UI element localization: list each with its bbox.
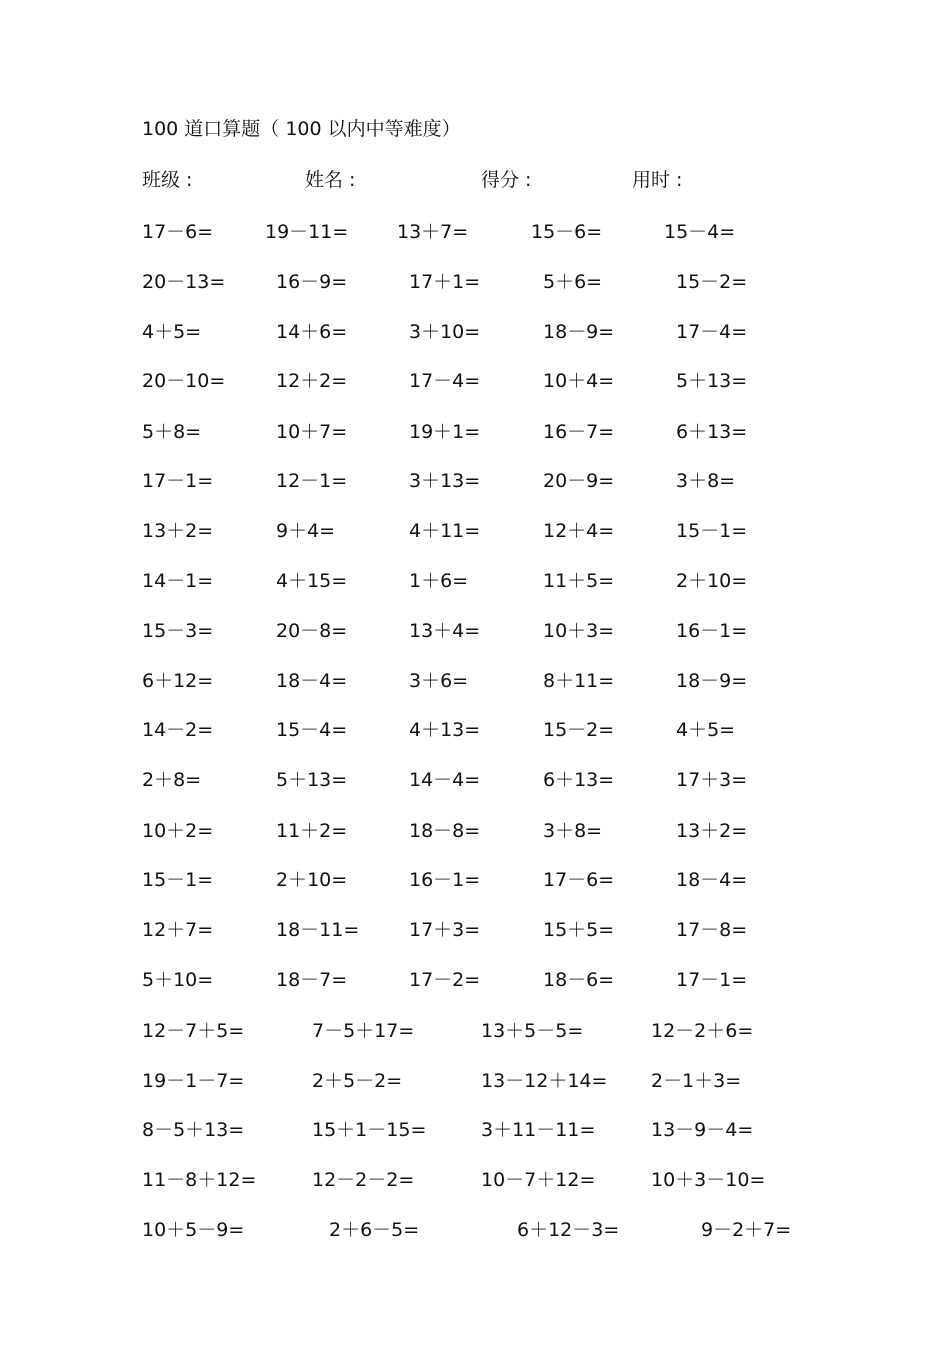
problem-row: [0, 366, 950, 394]
problem: 17＋1=: [409, 271, 481, 293]
problem: 18－4=: [676, 869, 748, 891]
problem: 19－1－7=: [142, 1070, 245, 1092]
score-label: 得分 :: [481, 169, 532, 191]
problem-row: [0, 865, 950, 893]
problem: 18－6=: [543, 969, 615, 991]
problem: 17－6=: [142, 221, 214, 243]
problem: 16－7=: [543, 421, 615, 443]
problem: 4＋15=: [276, 570, 348, 592]
problem: 13＋2=: [142, 520, 214, 542]
problem: 18－4=: [276, 670, 348, 692]
problem: 3＋13=: [409, 470, 481, 492]
problem: 4＋11=: [409, 520, 481, 542]
problem: 9＋4=: [276, 520, 336, 542]
problem: 5＋6=: [543, 271, 603, 293]
problem: 4＋5=: [142, 321, 202, 343]
problem: 16－1=: [409, 869, 481, 891]
problem: 12＋7=: [142, 919, 214, 941]
problem: 6＋12－3=: [517, 1219, 620, 1241]
problem-row: [0, 1115, 950, 1143]
problem: 14－2=: [142, 719, 214, 741]
problem: 17－4=: [409, 370, 481, 392]
problem: 15－1=: [142, 869, 214, 891]
problem: 17－6=: [543, 869, 615, 891]
problem: 18－11=: [276, 919, 360, 941]
problem: 6＋13=: [543, 769, 615, 791]
problem: 12＋2=: [276, 370, 348, 392]
problem: 10＋7=: [276, 421, 348, 443]
class-label: 班级 :: [142, 169, 193, 191]
problem-row: [0, 666, 950, 694]
problem: 17－1=: [676, 969, 748, 991]
problem: 9－2＋7=: [701, 1219, 792, 1241]
problem-row: [0, 1165, 950, 1193]
info-header: [0, 165, 950, 193]
problem-row: [0, 217, 950, 245]
problem: 2＋5－2=: [312, 1070, 403, 1092]
problem: 6＋13=: [676, 421, 748, 443]
problem: 8＋11=: [543, 670, 615, 692]
problem: 3＋8=: [543, 820, 603, 842]
problem: 17－1=: [142, 470, 214, 492]
problem: 16－9=: [276, 271, 348, 293]
problem: 17－8=: [676, 919, 748, 941]
problem: 15－3=: [142, 620, 214, 642]
problem: 20－8=: [276, 620, 348, 642]
problem: 8－5＋13=: [142, 1119, 245, 1141]
problem-row: [0, 417, 950, 445]
problem: 6＋12=: [142, 670, 214, 692]
problem: 15－4=: [664, 221, 736, 243]
problem: 5＋10=: [142, 969, 214, 991]
problem: 3＋11－11=: [481, 1119, 596, 1141]
problem: 2＋6－5=: [329, 1219, 420, 1241]
problem: 12－2＋6=: [651, 1020, 754, 1042]
problem: 18－8=: [409, 820, 481, 842]
problem: 15－2=: [543, 719, 615, 741]
problem: 13－12＋14=: [481, 1070, 608, 1092]
problem: 16－1=: [676, 620, 748, 642]
problem: 12－2－2=: [312, 1169, 415, 1191]
problem: 18－9=: [676, 670, 748, 692]
problem: 17－4=: [676, 321, 748, 343]
problem: 14＋6=: [276, 321, 348, 343]
problem: 19＋1=: [409, 421, 481, 443]
problem: 19－11=: [265, 221, 349, 243]
problem: 11－8＋12=: [142, 1169, 257, 1191]
worksheet-title: 100 道口算题（ 100 以内中等难度）: [142, 118, 461, 140]
problem: 14－4=: [409, 769, 481, 791]
problem: 5＋13=: [676, 370, 748, 392]
time-label: 用时 :: [632, 169, 683, 191]
problem: 15＋5=: [543, 919, 615, 941]
problem: 10＋3=: [543, 620, 615, 642]
problem: 15－6=: [531, 221, 603, 243]
problem-row: [0, 1016, 950, 1044]
problem: 17－2=: [409, 969, 481, 991]
problem: 17＋3=: [409, 919, 481, 941]
problem: 13＋5－5=: [481, 1020, 584, 1042]
problem-row: [0, 616, 950, 644]
problem: 10＋4=: [543, 370, 615, 392]
problem: 3＋8=: [676, 470, 736, 492]
problem: 5＋8=: [142, 421, 202, 443]
problem: 10＋5－9=: [142, 1219, 245, 1241]
problem-row: [0, 566, 950, 594]
problem-row: [0, 816, 950, 844]
problem: 15－2=: [676, 271, 748, 293]
problem: 18－9=: [543, 321, 615, 343]
problem: 2＋10=: [276, 869, 348, 891]
problem: 17＋3=: [676, 769, 748, 791]
problem: 1＋6=: [409, 570, 469, 592]
name-label: 姓名 :: [305, 169, 356, 191]
problem: 20－10=: [142, 370, 226, 392]
problem: 18－7=: [276, 969, 348, 991]
problem: 13＋7=: [397, 221, 469, 243]
problem: 10＋3－10=: [651, 1169, 766, 1191]
problem-row: [0, 715, 950, 743]
problem: 11＋2=: [276, 820, 348, 842]
problem: 4＋13=: [409, 719, 481, 741]
problem-row: [0, 965, 950, 993]
problem: 4＋5=: [676, 719, 736, 741]
problem: 2＋10=: [676, 570, 748, 592]
problem-row: [0, 915, 950, 943]
problem: 11＋5=: [543, 570, 615, 592]
problem: 3＋10=: [409, 321, 481, 343]
problem: 20－9=: [543, 470, 615, 492]
problem: 10＋2=: [142, 820, 214, 842]
problem: 15＋1－15=: [312, 1119, 427, 1141]
problem-row: [0, 1066, 950, 1094]
problem: 12＋4=: [543, 520, 615, 542]
problem: 5＋13=: [276, 769, 348, 791]
problem-row: [0, 1215, 950, 1243]
problem-row: [0, 466, 950, 494]
problem: 13＋2=: [676, 820, 748, 842]
problem: 15－4=: [276, 719, 348, 741]
problem: 20－13=: [142, 271, 226, 293]
problem: 15－1=: [676, 520, 748, 542]
problem: 13－9－4=: [651, 1119, 754, 1141]
problem-row: [0, 317, 950, 345]
problem-row: [0, 267, 950, 295]
problem: 3＋6=: [409, 670, 469, 692]
problem-row: [0, 516, 950, 544]
problem: 7－5＋17=: [312, 1020, 415, 1042]
problem: 2－1＋3=: [651, 1070, 742, 1092]
problem: 12－1=: [276, 470, 348, 492]
problem: 2＋8=: [142, 769, 202, 791]
problem-row: [0, 765, 950, 793]
problem: 10－7＋12=: [481, 1169, 596, 1191]
problem: 14－1=: [142, 570, 214, 592]
problem: 12－7＋5=: [142, 1020, 245, 1042]
problem: 13＋4=: [409, 620, 481, 642]
